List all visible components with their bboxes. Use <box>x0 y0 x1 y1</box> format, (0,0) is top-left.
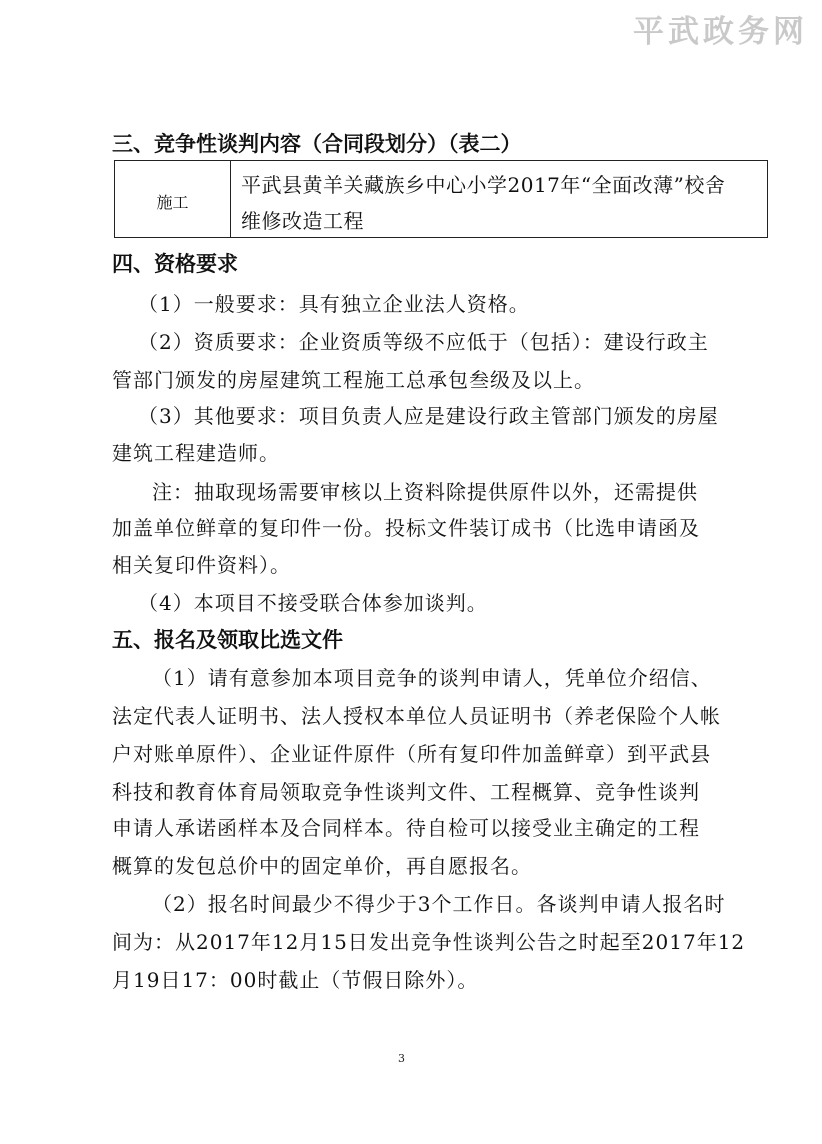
paragraph-line: 注：抽取现场需要审核以上资料除提供原件以外，还需提供 <box>152 480 698 504</box>
table-cell-label: 施工 <box>115 161 231 237</box>
paragraph-line: （2）报名时间最少不得少于3个工作日。各谈判申请人报名时 <box>152 892 726 916</box>
paragraph-line: 申请人承诺函样本及合同样本。待自检可以接受业主确定的工程 <box>112 816 700 840</box>
paragraph-line: （3）其他要求：项目负责人应是建设行政主管部门颁发的房屋 <box>138 404 719 428</box>
section-heading-3: 三、竞争性谈判内容（合同段划分）（表二） <box>112 132 522 156</box>
paragraph-line: 间为：从2017年12月15日发出竞争性谈判公告之时起至2017年12 <box>112 930 746 954</box>
paragraph-line: （4）本项目不接受联合体参加谈判。 <box>138 591 488 615</box>
contract-table <box>114 160 768 238</box>
paragraph-line: （2）资质要求：企业资质等级不应低于（包括）：建设行政主 <box>138 330 709 354</box>
watermark-text: 平武政务网 <box>633 14 808 50</box>
paragraph-line: 月19日17：00时截止（节假日除外）。 <box>112 968 479 992</box>
paragraph-line: 管部门颁发的房屋建筑工程施工总承包叁级及以上。 <box>112 368 595 392</box>
paragraph-line: 相关复印件资料）。 <box>112 553 291 577</box>
paragraph-line: （1）一般要求：具有独立企业法人资格。 <box>138 292 530 316</box>
page-number: 3 <box>398 1052 405 1065</box>
paragraph-line: （1）请有意参加本项目竞争的谈判申请人，凭单位介绍信、 <box>152 666 712 690</box>
paragraph-line: 建筑工程建造师。 <box>112 441 280 465</box>
section-heading-5: 五、报名及领取比选文件 <box>112 628 343 652</box>
paragraph-line: 概算的发包总价中的固定单价，再自愿报名。 <box>112 854 532 878</box>
section-heading-4: 四、资格要求 <box>112 252 238 276</box>
table-cell-project <box>231 161 767 237</box>
table-cell-line: 维修改造工程 <box>241 209 364 233</box>
paragraph-line: 户对账单原件）、企业证件原件（所有复印件加盖鲜章）到平武县 <box>112 742 711 766</box>
paragraph-line: 科技和教育体育局领取竞争性谈判文件、工程概算、竞争性谈判 <box>112 780 700 804</box>
paragraph-line: 法定代表人证明书、法人授权本单位人员证明书（养老保险个人帐 <box>112 704 721 728</box>
table-cell-line: 平武县黄羊关藏族乡中心小学2017年“全面改薄”校舍 <box>241 173 726 197</box>
paragraph-line: 加盖单位鲜章的复印件一份。投标文件装订成书（比选申请函及 <box>112 516 700 540</box>
